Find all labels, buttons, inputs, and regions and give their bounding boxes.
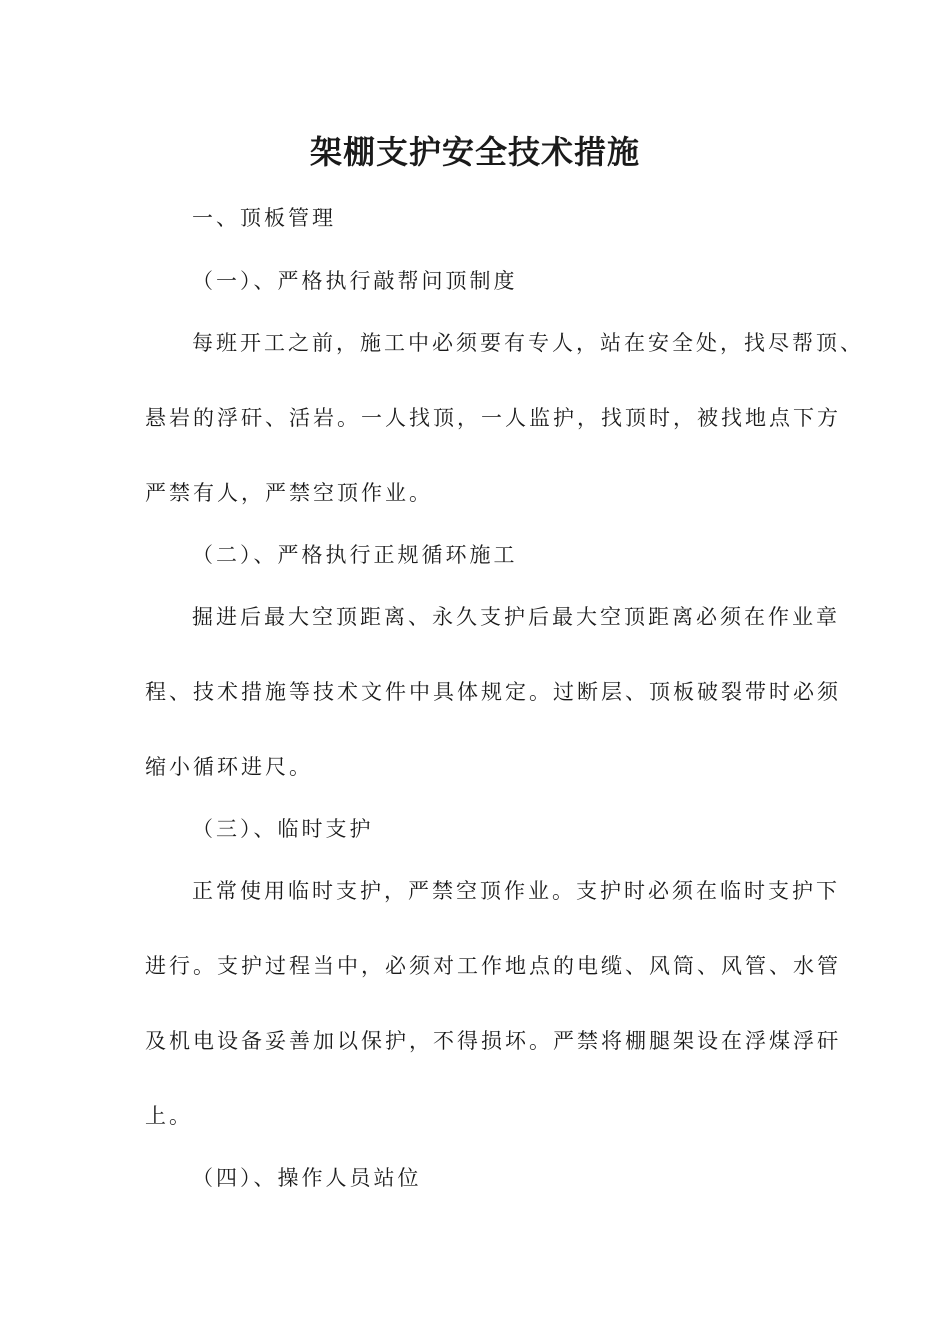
page-title: 架棚支护安全技术措施 (309, 133, 640, 171)
subsection-heading-4: （四）、操作人员站位 (192, 1166, 422, 1190)
paragraph-line: 严禁有人，严禁空顶作业。 (145, 481, 433, 505)
subsection-heading-1: （一）、严格执行敲帮问顶制度 (192, 269, 518, 293)
paragraph-line: 正常使用临时支护，严禁空顶作业。支护时必须在临时支护下 (192, 879, 840, 903)
subsection-heading-3: （三）、临时支护 (192, 817, 374, 841)
paragraph-line: 缩小循环进尺。 (145, 755, 313, 779)
paragraph-line: 及机电设备妥善加以保护，不得损坏。严禁将棚腿架设在浮煤浮矸 (145, 1029, 841, 1053)
paragraph-line: 进行。支护过程当中，必须对工作地点的电缆、风筒、风管、水管 (145, 954, 841, 978)
paragraph-line: 每班开工之前，施工中必须要有专人，站在安全处，找尽帮顶、 (192, 331, 864, 355)
paragraph-line: 程、技术措施等技术文件中具体规定。过断层、顶板破裂带时必须 (145, 680, 841, 704)
subsection-heading-2: （二）、严格执行正规循环施工 (192, 543, 518, 567)
paragraph-line: 上。 (145, 1104, 193, 1128)
paragraph-line: 掘进后最大空顶距离、永久支护后最大空顶距离必须在作业章 (192, 605, 840, 629)
section-heading: 一、顶板管理 (192, 206, 336, 230)
paragraph-line: 悬岩的浮矸、活岩。一人找顶，一人监护，找顶时，被找地点下方 (145, 406, 841, 430)
